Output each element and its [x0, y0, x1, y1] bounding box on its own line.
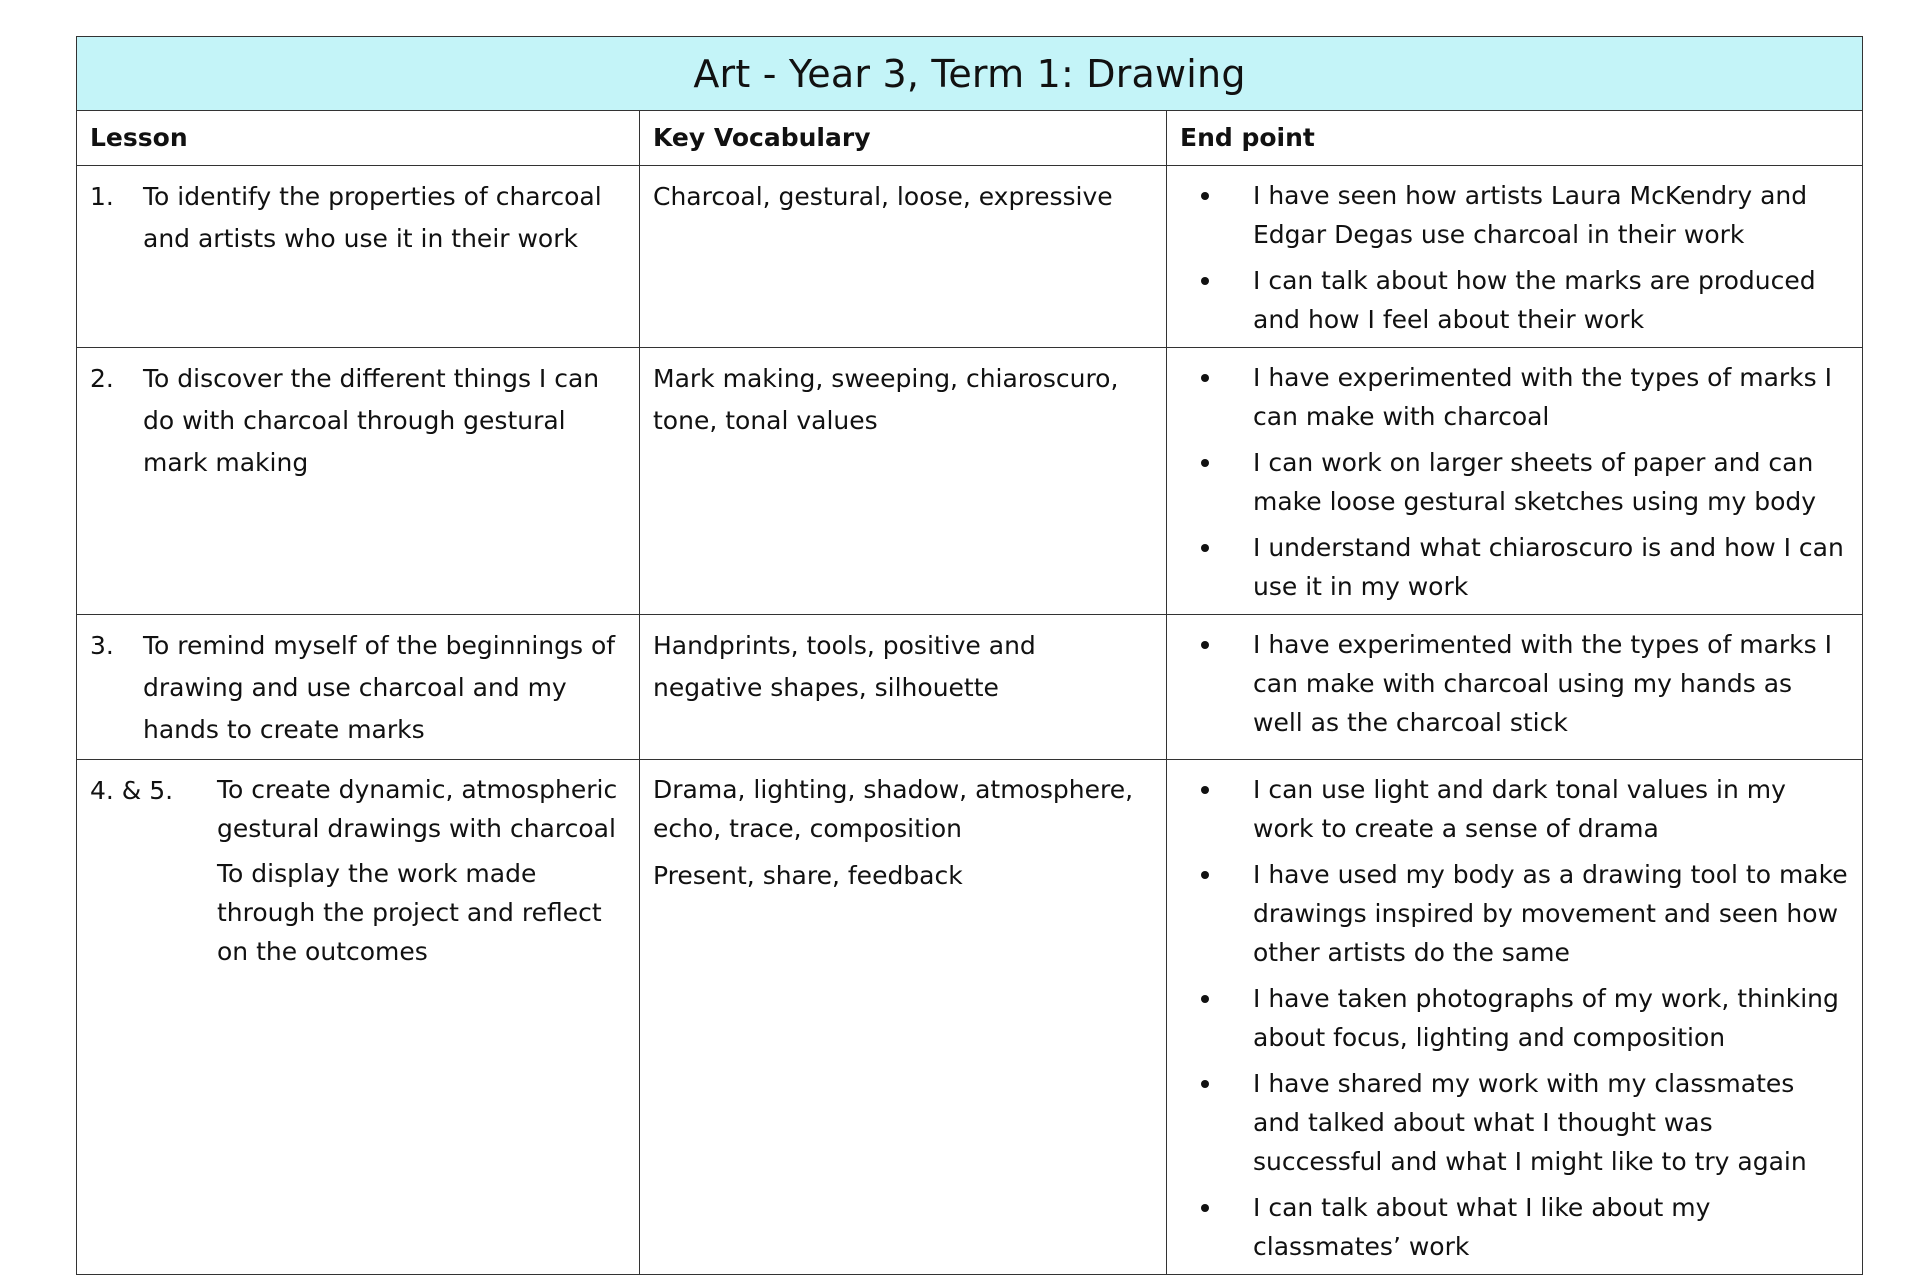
- header-lesson: Lesson: [77, 111, 640, 166]
- vocabulary-cell: [640, 760, 1167, 1275]
- title-row: [77, 37, 1863, 111]
- end-point-text: I have taken photographs of my work, thinking about focus, lighting and composition: [1253, 984, 1839, 1052]
- vocabulary-text: Mark making, sweeping, chiaroscuro, tone, tonal values: [653, 364, 1119, 435]
- table-row: [77, 166, 1863, 348]
- lesson-cell: [77, 615, 640, 760]
- list-item: [1180, 528, 1849, 606]
- list-item: [1180, 770, 1849, 848]
- lesson-description: To discover the different things I can do with charcoal through gestural mark making: [143, 364, 600, 477]
- lesson-description: To identify the properties of charcoal and artists who use it in their work: [143, 182, 602, 253]
- end-point-text: I have seen how artists Laura McKendry and Edgar Degas use charcoal in their work: [1253, 181, 1808, 249]
- table-row: [77, 615, 1863, 760]
- end-point-text: I can talk about how the marks are produced and how I feel about their work: [1253, 266, 1816, 334]
- end-point-cell: [1167, 615, 1863, 760]
- header-end-point: End point: [1167, 111, 1863, 166]
- list-item: [1180, 979, 1849, 1057]
- list-item: [1180, 176, 1849, 254]
- end-point-cell: [1167, 348, 1863, 615]
- bullet-icon: [1201, 641, 1209, 649]
- document-title: Art - Year 3, Term 1: Drawing: [77, 37, 1863, 111]
- lesson-plan-table: [76, 36, 1863, 1275]
- end-point-cell: [1167, 760, 1863, 1275]
- end-point-text: I can work on larger sheets of paper and can make loose gestural sketches using my body: [1253, 448, 1817, 516]
- end-point-text: I have shared my work with my classmates and talked about what I thought was successful and what I might like to try again: [1253, 1069, 1807, 1176]
- bullet-icon: [1201, 459, 1209, 467]
- bullet-icon: [1201, 544, 1209, 552]
- vocabulary-cell: [640, 348, 1167, 615]
- bullet-icon: [1201, 192, 1209, 200]
- table-row: [77, 760, 1863, 1275]
- list-item: [1180, 1064, 1849, 1181]
- bullet-icon: [1201, 1204, 1209, 1212]
- vocabulary-cell: [640, 615, 1167, 760]
- end-point-text: I have experimented with the types of marks I can make with charcoal: [1253, 363, 1832, 431]
- bullet-icon: [1201, 995, 1209, 1003]
- end-point-text: I understand what chiaroscuro is and how I can use it in my work: [1253, 533, 1844, 601]
- list-item: [1180, 625, 1849, 742]
- bullet-icon: [1201, 871, 1209, 879]
- header-row: [77, 111, 1863, 166]
- header-vocabulary: Key Vocabulary: [640, 111, 1167, 166]
- end-point-cell: [1167, 166, 1863, 348]
- end-point-text: I have used my body as a drawing tool to make drawings inspired by movement and seen how other artists do the same: [1253, 860, 1848, 967]
- end-point-text: I can use light and dark tonal values in my work to create a sense of drama: [1253, 775, 1786, 843]
- lesson-number: 3.: [90, 631, 114, 660]
- list-item: [1180, 358, 1849, 436]
- end-point-text: I have experimented with the types of marks I can make with charcoal using my hands as well as the charcoal stick: [1253, 630, 1832, 737]
- lesson-number: 1.: [90, 182, 114, 211]
- vocabulary-text: Charcoal, gestural, loose, expressive: [653, 182, 1113, 211]
- lesson-description: To create dynamic, atmospheric gestural drawings with charcoal: [217, 775, 618, 843]
- lesson-description: To remind myself of the beginnings of drawing and use charcoal and my hands to create marks: [143, 631, 616, 744]
- lesson-number: 2.: [90, 364, 114, 393]
- lesson-cell: [77, 166, 640, 348]
- list-item: [1180, 443, 1849, 521]
- list-item: [1180, 1188, 1849, 1266]
- vocabulary-text: Handprints, tools, positive and negative shapes, silhouette: [653, 631, 1036, 702]
- bullet-icon: [1201, 1080, 1209, 1088]
- list-item: [1180, 855, 1849, 972]
- lesson-cell: [77, 760, 640, 1275]
- lesson-cell: [77, 348, 640, 615]
- bullet-icon: [1201, 277, 1209, 285]
- bullet-icon: [1201, 786, 1209, 794]
- table-row: [77, 348, 1863, 615]
- bullet-icon: [1201, 374, 1209, 382]
- vocabulary-text: Drama, lighting, shadow, atmosphere, echo, trace, composition: [653, 775, 1134, 843]
- list-item: [1180, 261, 1849, 339]
- vocabulary-cell: [640, 166, 1167, 348]
- vocabulary-text: Present, share, feedback: [653, 861, 963, 890]
- end-point-text: I can talk about what I like about my classmates’ work: [1253, 1193, 1711, 1261]
- lesson-description: To display the work made through the project and reflect on the outcomes: [217, 859, 602, 966]
- lesson-number: 4. & 5.: [90, 776, 174, 805]
